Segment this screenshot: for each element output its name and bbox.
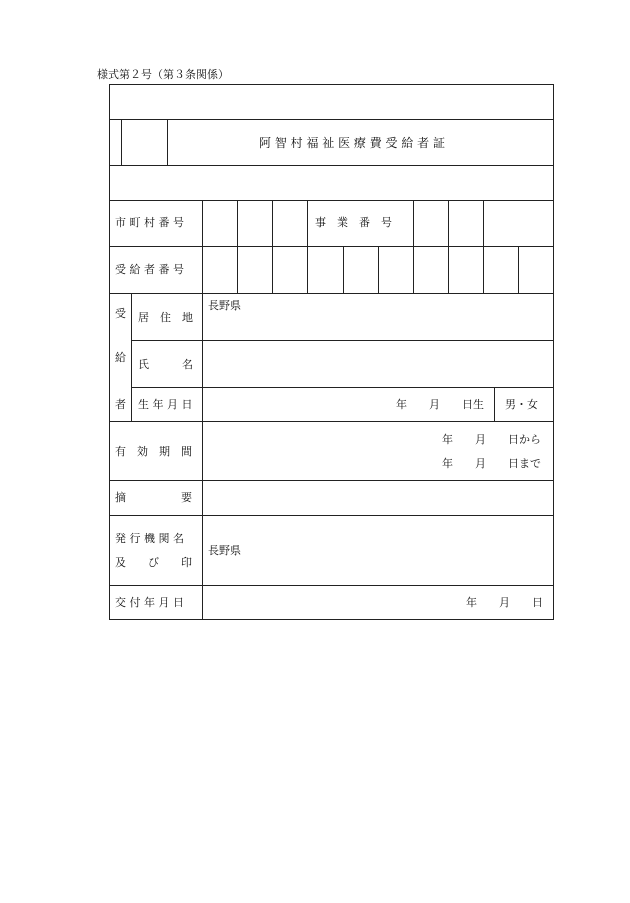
row-line bbox=[109, 515, 554, 516]
row-line bbox=[109, 200, 554, 201]
row-line bbox=[109, 293, 554, 294]
row-line bbox=[109, 421, 554, 422]
address-label: 居 住 地 bbox=[138, 311, 193, 324]
remarks-label: 摘 要 bbox=[115, 491, 192, 504]
recipient-vertical-3: 者 bbox=[115, 398, 126, 411]
certificate-title: 阿 智 村 福 祉 医 療 費 受 給 者 証 bbox=[259, 136, 445, 150]
row-line bbox=[109, 585, 554, 586]
issue-date-label: 交 付 年 月 日 bbox=[115, 596, 184, 609]
row-line bbox=[109, 165, 554, 166]
label-column-line bbox=[202, 200, 203, 620]
address-value: 長野県 bbox=[208, 299, 241, 312]
recipient-vertical-1: 受 bbox=[115, 307, 126, 320]
digit-box-line bbox=[448, 246, 449, 293]
form-border-bottom bbox=[109, 619, 554, 620]
form-header: 様式第２号（第３条関係） bbox=[97, 68, 229, 81]
digit-box-line bbox=[237, 200, 238, 246]
row-line bbox=[109, 119, 554, 120]
recipient-vertical-2: 給 bbox=[115, 351, 126, 364]
row-line bbox=[131, 387, 554, 388]
issue-date-value: 年 月 日 bbox=[466, 596, 543, 609]
municipality-number-label: 市 町 村 番 号 bbox=[115, 216, 184, 229]
sex-value: 男・女 bbox=[505, 398, 538, 411]
form-border-top bbox=[109, 84, 554, 85]
cell-line bbox=[121, 119, 122, 165]
row-line bbox=[131, 340, 554, 341]
issuer-label-2: 及 び 印 bbox=[115, 556, 192, 569]
issuer-value: 長野県 bbox=[208, 544, 241, 557]
digit-box-line bbox=[272, 200, 273, 246]
business-number-label: 事 業 番 号 bbox=[315, 216, 392, 229]
digit-box-line bbox=[518, 246, 519, 293]
digit-box-line bbox=[307, 200, 308, 246]
recipient-block-line bbox=[131, 293, 132, 421]
validity-to: 年 月 日まで bbox=[442, 457, 541, 470]
row-line bbox=[109, 246, 554, 247]
birthdate-value: 年 月 日生 bbox=[396, 398, 484, 411]
birthdate-label: 生 年 月 日 bbox=[138, 398, 193, 411]
digit-box-line bbox=[237, 246, 238, 293]
digit-box-line bbox=[483, 200, 484, 246]
issuer-label-1: 発 行 機 関 名 bbox=[115, 532, 184, 545]
digit-box-line bbox=[272, 246, 273, 293]
row-line bbox=[109, 480, 554, 481]
cell-line bbox=[167, 119, 168, 165]
digit-box-line bbox=[483, 246, 484, 293]
digit-box-line bbox=[378, 246, 379, 293]
digit-box-line bbox=[307, 246, 308, 293]
certificate-form bbox=[109, 84, 554, 620]
digit-box-line bbox=[413, 246, 414, 293]
digit-box-line bbox=[413, 200, 414, 246]
recipient-number-label: 受 給 者 番 号 bbox=[115, 263, 184, 276]
validity-label: 有 効 期 間 bbox=[115, 445, 192, 458]
name-label: 氏 名 bbox=[138, 358, 193, 371]
validity-from: 年 月 日から bbox=[442, 433, 541, 446]
digit-box-line bbox=[448, 200, 449, 246]
sex-cell-line bbox=[494, 387, 495, 421]
digit-box-line bbox=[343, 246, 344, 293]
